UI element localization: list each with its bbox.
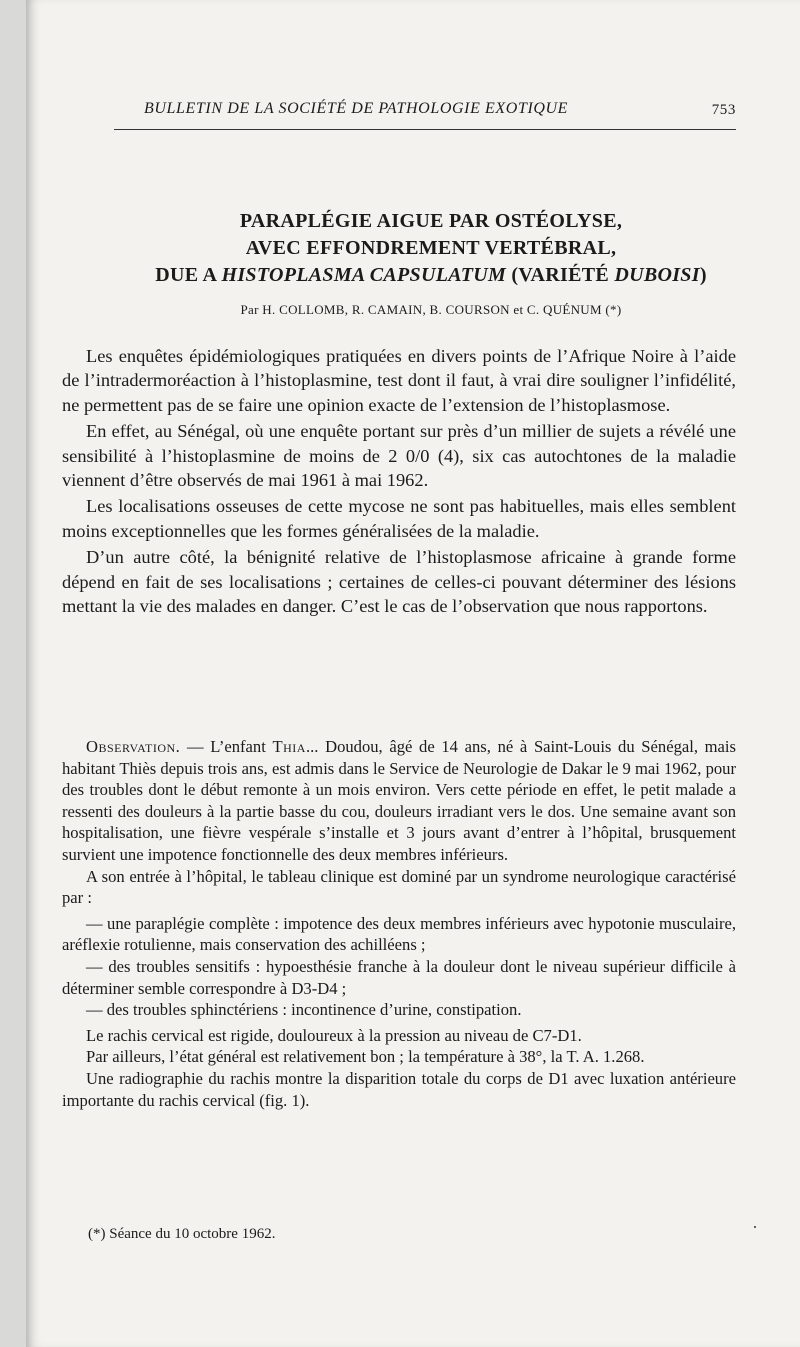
title-variety: DUBOISI: [614, 264, 700, 286]
title-part: (VARIÉTÉ: [506, 264, 615, 286]
observation-paragraph-general: Par ailleurs, l’état général est relativement bon ; la température à 38°, la T. A. 1.268.: [86, 1047, 645, 1067]
paragraph-3: Les localisations osseuses de cette mycose ne sont pas habituelles, mais elles semblent moins exceptionnelles que les formes généralisées de la maladie.: [62, 496, 736, 541]
title-line-3: [86, 262, 776, 289]
footnote: (*) Séance du 10 octobre 1962.: [88, 1226, 276, 1242]
observation-item-paraplegia: — une paraplégie complète : impotence des deux membres inférieurs avec hypotonie musculaire, aréflexie rotulienne, mais conservation des achilléens ;: [62, 913, 736, 955]
title-line-2: AVEC EFFONDREMENT VERTÉBRAL,: [245, 237, 617, 259]
observation-paragraph-1: [62, 736, 736, 866]
observation-item-sphincter: — des troubles sphinctériens : incontinence d’urine, constipation.: [86, 1000, 522, 1020]
observation-section: [62, 736, 736, 1111]
print-speck: [754, 1226, 756, 1228]
title-species: HISTOPLASMA CAPSULATUM: [221, 264, 507, 286]
observation-text: ... Doudou, âgé de 14 ans, né à Saint-Louis du Sénégal, mais habitant Thiès depuis trois ans, est admis dans le Service de Neurologie de Dakar le 9 mai 1962, pour des troubles dont le début remonte à un mois environ. Vers cette période en effet, le petit malade a ressenti des douleurs à la partie basse du cou, douleurs irradiant vers le dos. Une semaine avant son hospitalisation, une fièvre vespérale s’installe et 3 jours avant d’entrer à l’hôpital, brusquement survient une impotence fonctionnelle des deux membres inférieurs.: [62, 737, 736, 864]
page-number: 753: [711, 102, 736, 118]
observation-text: — L’enfant: [180, 737, 273, 756]
article-title: [86, 208, 776, 289]
title-part: DUE A: [155, 264, 222, 286]
paragraph-1: Les enquêtes épidémiologiques pratiquées en divers points de l’Afrique Noire à l’aide de l’intradermoréaction à l’histoplasmine, test dont il faut, à vrai dire souligner l’infidélité, ne permettent pas de se faire une opinion exacte de l’extension de l’histoplasmose.: [62, 346, 736, 415]
observation-paragraph-radiography: Une radiographie du rachis montre la disparition totale du corps de D1 avec luxation antérieure importante du rachis cervical (fig. 1).: [62, 1068, 736, 1110]
observation-paragraph-rachis: Le rachis cervical est rigide, douloureux à la pression au niveau de C7-D1.: [86, 1025, 582, 1045]
title-line-1: PARAPLÉGIE AIGUE PAR OSTÉOLYSE,: [239, 210, 623, 232]
journal-title: BULLETIN DE LA SOCIÉTÉ DE PATHOLOGIE EXOTIQUE: [144, 100, 569, 117]
authors-line: Par H. COLLOMB, R. CAMAIN, B. COURSON et C. QUÉNUM (*): [240, 302, 622, 317]
paragraph-2: En effet, au Sénégal, où une enquête portant sur près d’un millier de sujets a révélé une sensibilité à l’histoplasmine de moins de 2 0/0 (4), six cas autochtones de la maladie viennent d’être observés de mai 1961 à mai 1962.: [62, 421, 736, 491]
observation-item-sensory: — des troubles sensitifs : hypoesthésie franche à la douleur dont le niveau supérieur difficile à déterminer semble correspondre à D3-D4 ;: [62, 956, 736, 998]
running-header: [114, 100, 736, 122]
title-part: ): [699, 264, 707, 286]
article-body: [62, 344, 736, 618]
header-rule: [114, 129, 736, 130]
observation-label: Observation.: [86, 737, 181, 756]
observation-paragraph-2: A son entrée à l’hôpital, le tableau clinique est dominé par un syndrome neurologique caractérisé par :: [62, 866, 736, 908]
journal-page: [26, 0, 800, 1347]
patient-name: Thia: [272, 737, 306, 756]
paragraph-4: D’un autre côté, la bénignité relative de l’histoplasmose africaine à grande forme dépend en fait de ses localisations ; certaines de celles-ci pouvant déterminer des lésions mettant la vie des malades en danger. C’est le cas de l’observation que nous rapportons.: [62, 547, 736, 617]
